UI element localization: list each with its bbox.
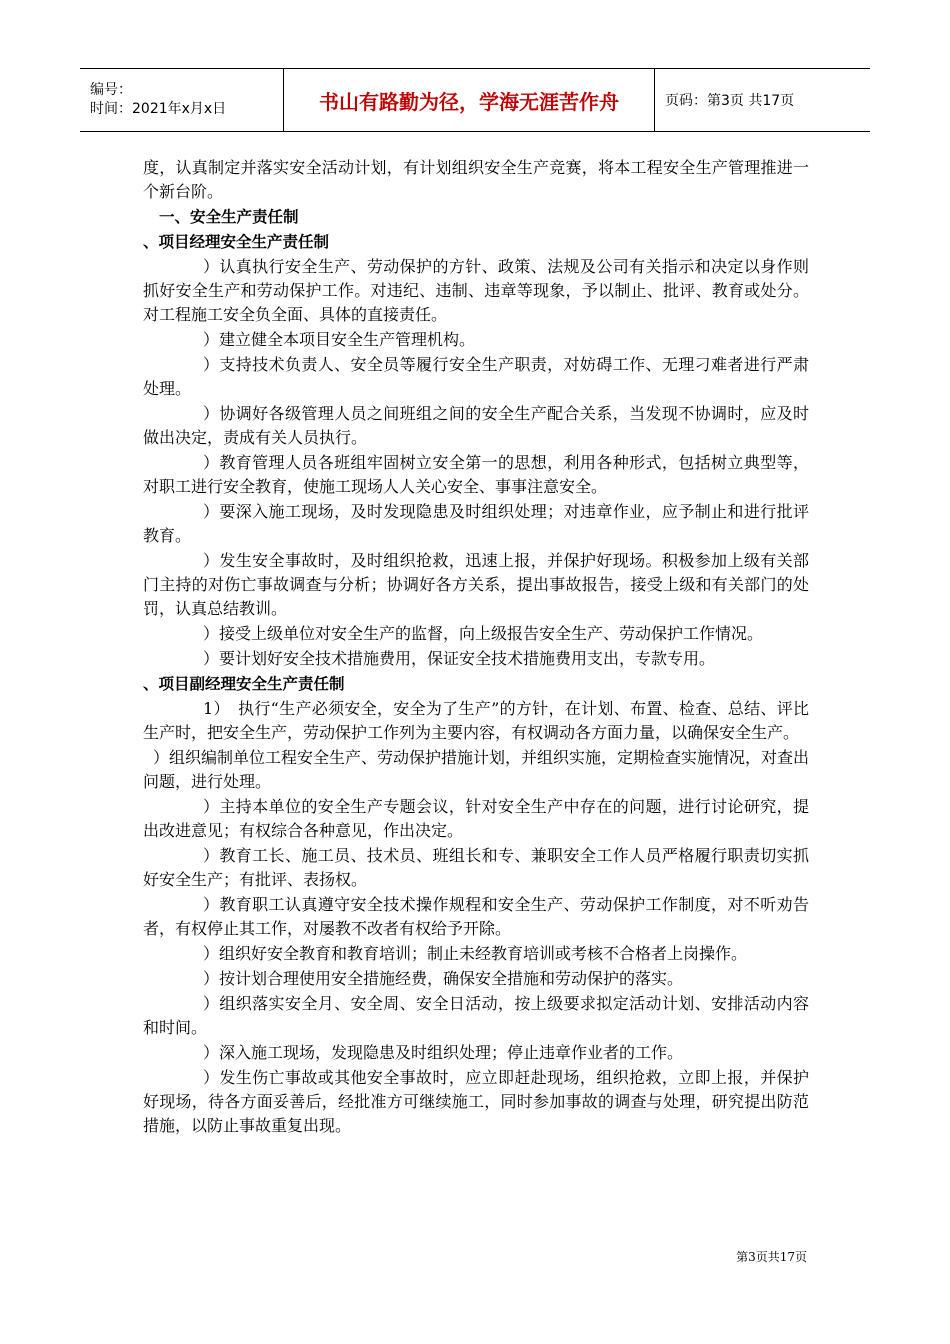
body-paragraph: 1） 执行“生产必须安全，安全为了生产”的方针，在计划、布置、检查、总结、评比生产时，把安全生产，劳动保护工作列为主要内容，有权调动各方面力量，以确保安全生产。 xyxy=(143,699,809,742)
page-header xyxy=(80,68,870,132)
body-paragraph: ）认真执行安全生产、劳动保护的方针、政策、法规及公司有关指示和决定以身作则抓好安全生产和劳动保护工作。对违纪、违制、违章等现象，予以制止、批评、教育或处分。对工程施工安全负全面、具体的直接责任。 xyxy=(143,257,809,324)
section-heading: 、项目经理安全生产责任制 xyxy=(143,233,330,251)
body-paragraph: ）主持本单位的安全生产专题会议，针对安全生产中存在的问题，进行讨论研究，提出改进意见；有权综合各种意见，作出决定。 xyxy=(143,797,809,840)
document-number-label: 编号： xyxy=(90,82,132,98)
body-paragraph: ）教育工长、施工员、技术员、班组长和专、兼职安全工作人员严格履行职责切实抓好安全生产；有批评、表扬权。 xyxy=(143,846,809,889)
body-paragraph: ）建立健全本项目安全生产管理机构。 xyxy=(203,330,476,349)
body-paragraph: ）支持技术负责人、安全员等履行安全生产职责，对妨碍工作、无理刁难者进行严肃处理。 xyxy=(143,355,809,398)
page-footer: 第3页共17页 xyxy=(736,1250,807,1264)
body-paragraph: 度，认真制定并落实安全活动计划，有计划组织安全生产竞赛，将本工程安全生产管理推进一个新台阶。 xyxy=(143,158,809,201)
body-paragraph: ）发生伤亡事故或其他安全事故时，应立即赶赴现场，组织抢救，立即上报，并保护好现场，待各方面妥善后，经批准方可继续施工，同时参加事故的调查与处理，研究提出防范措施，以防止事故重复出现。 xyxy=(143,1068,809,1135)
body-paragraph: ）教育职工认真遵守安全技术操作规程和安全生产、劳动保护工作制度，对不听劝告者，有权停止其工作，对屡教不改者有权给予开除。 xyxy=(143,895,809,938)
body-paragraph: ）接受上级单位对安全生产的监督，向上级报告安全生产、劳动保护工作情况。 xyxy=(203,624,764,643)
body-paragraph: ）深入施工现场，发现隐患及时组织处理；停止违章作业者的工作。 xyxy=(203,1043,684,1062)
body-paragraph: ）协调好各级管理人员之间班组之间的安全生产配合关系，当发现不协调时，应及时做出决定，责成有关人员执行。 xyxy=(143,404,809,447)
body-paragraph: ）组织好安全教育和教育培训；制止未经教育培训或考核不合格者上岗操作。 xyxy=(203,944,748,963)
document-time-label: 时间：2021年x月x日 xyxy=(90,101,227,117)
body-paragraph: ）按计划合理使用安全措施经费，确保安全措施和劳动保护的落实。 xyxy=(203,969,684,988)
body-paragraph: ）发生安全事故时，及时组织抢救，迅速上报，并保护好现场。积极参加上级有关部门主持的对伤亡事故调查与分析；协调好各方关系，提出事故报告，接受上级和有关部门的处罚，认真总结教训。 xyxy=(143,551,809,618)
header-page-info: 页码：第3页 共17页 xyxy=(665,93,795,109)
body-paragraph: ）组织编制单位工程安全生产、劳动保护措施计划，并组织实施，定期检查实施情况，对查出问题，进行处理。 xyxy=(143,748,810,791)
header-motto: 书山有路勤为径，学海无涯苦作舟 xyxy=(284,69,655,131)
body-paragraph: ）要计划好安全技术措施费用，保证安全技术措施费用支出，专款专用。 xyxy=(203,649,716,668)
section-heading: 一、安全生产责任制 xyxy=(159,208,299,226)
section-heading: 、项目副经理安全生产责任制 xyxy=(143,675,345,693)
document-body xyxy=(143,156,809,1139)
body-paragraph: ）教育管理人员各班组牢固树立安全第一的思想，利用各种形式，包括树立典型等，对职工进行安全教育，使施工现场人人关心安全、事事注意安全。 xyxy=(143,453,809,496)
body-paragraph: ）要深入施工现场，及时发现隐患及时组织处理；对违章作业，应予制止和进行批评教育。 xyxy=(143,502,809,545)
body-paragraph: ）组织落实安全月、安全周、安全日活动，按上级要求拟定活动计划、安排活动内容和时间。 xyxy=(143,994,809,1037)
header-left-cell xyxy=(80,69,284,131)
